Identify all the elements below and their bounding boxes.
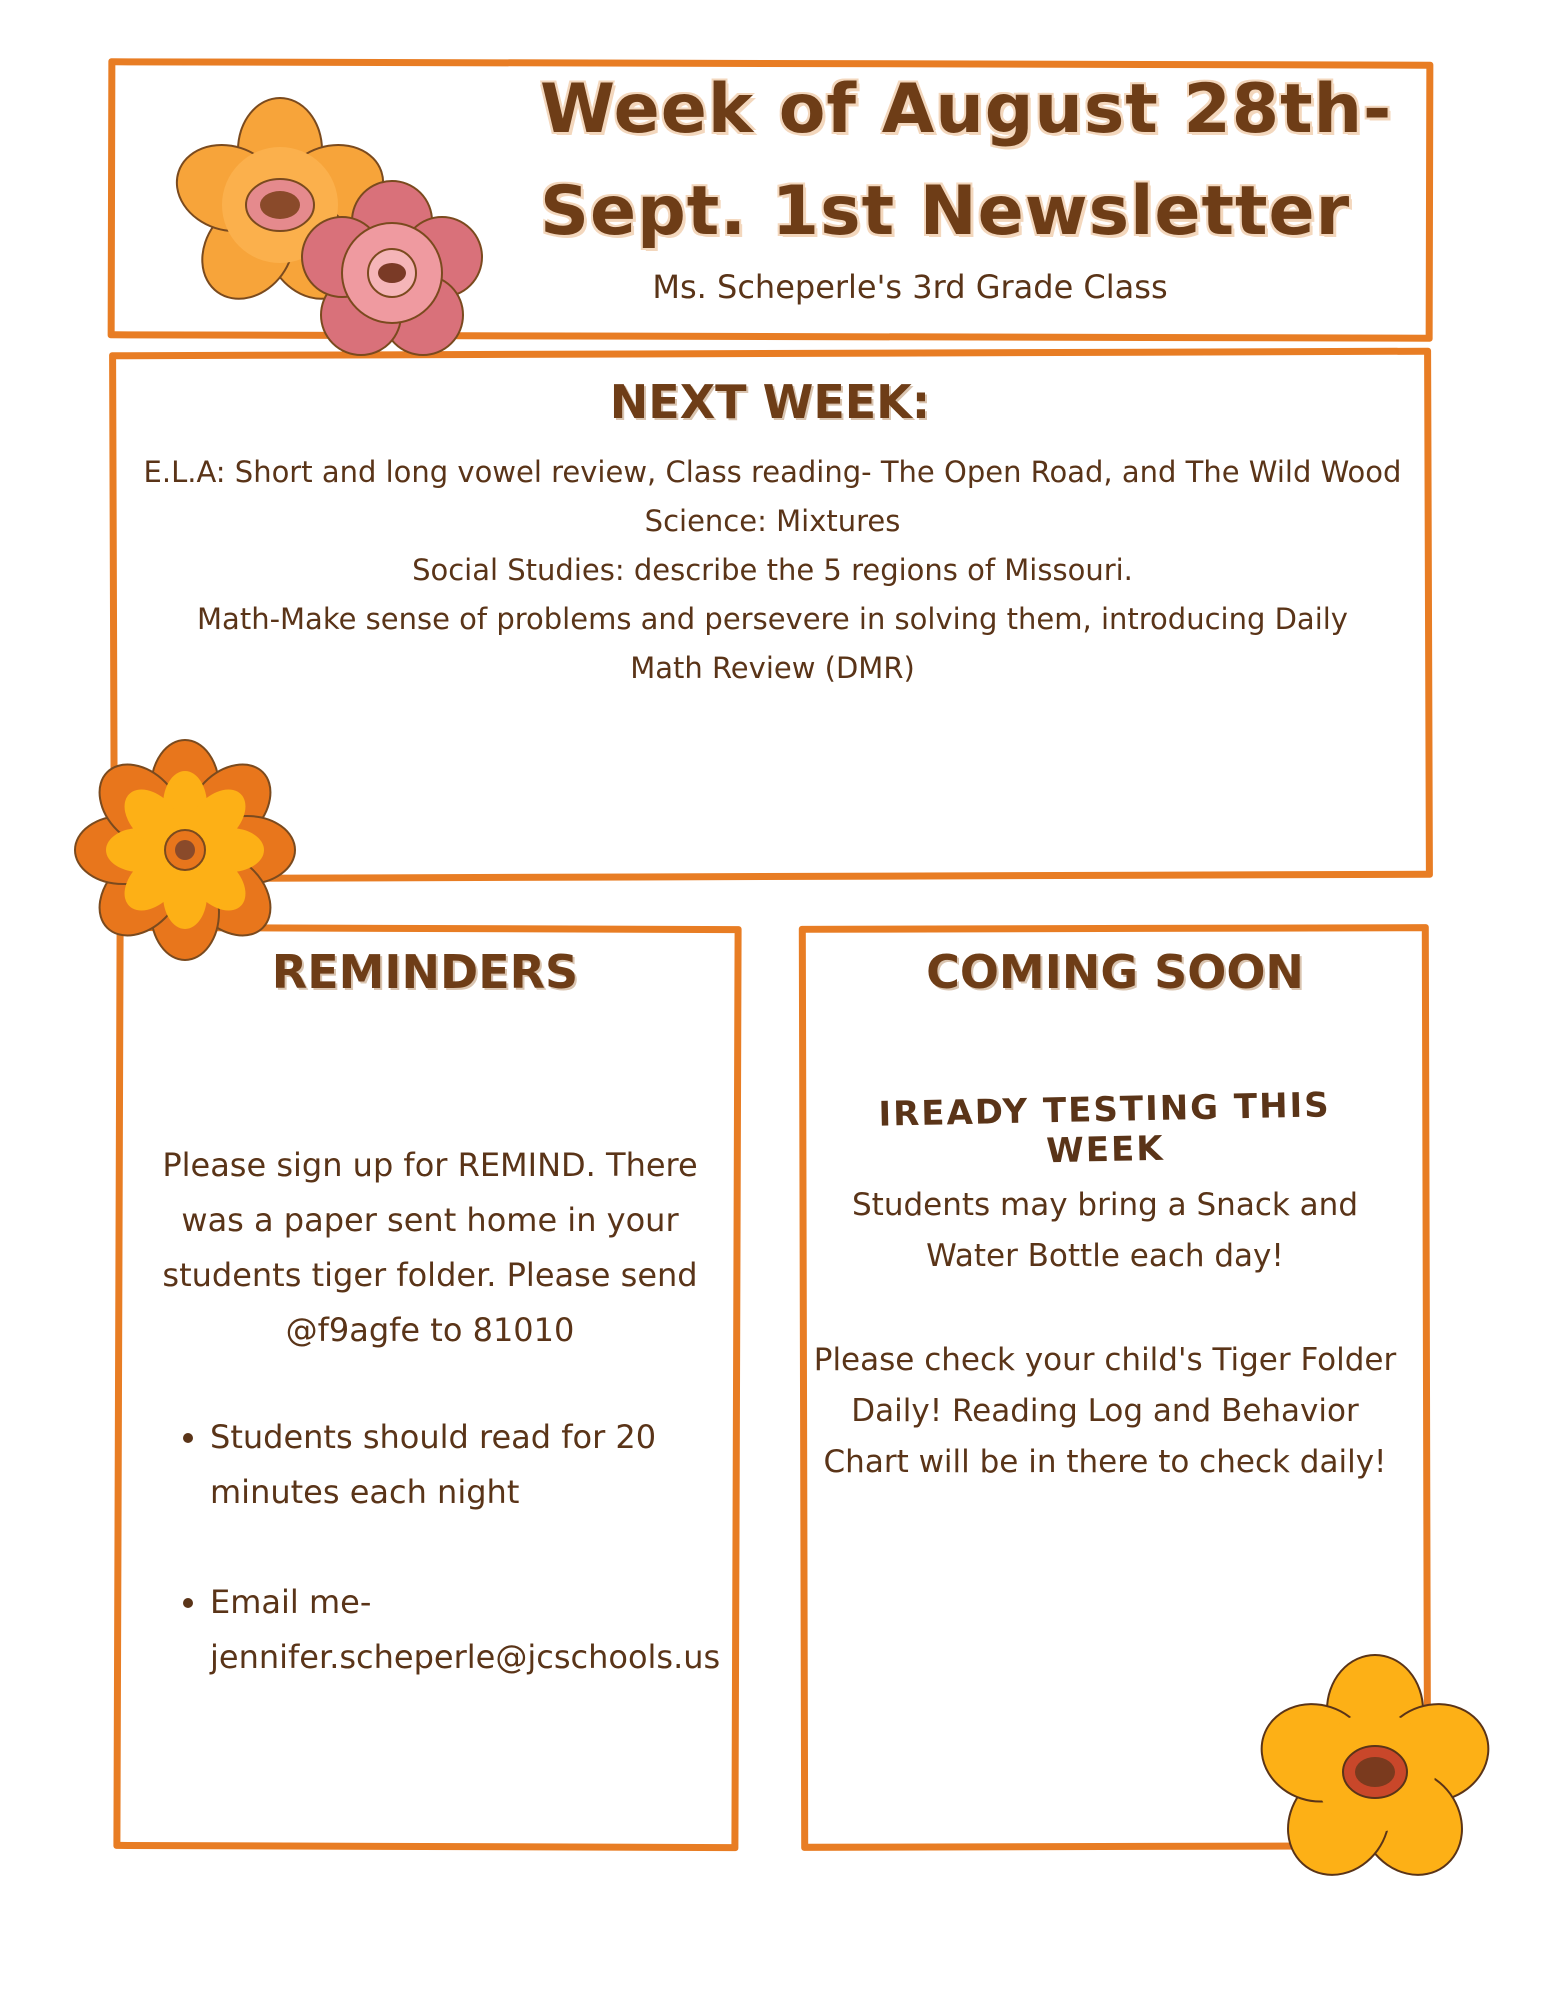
flower-cluster-icon [170,95,500,375]
newsletter-title-line-2: Sept. 1st Newsletter [540,172,1351,251]
yellow-flower-icon [1255,1650,1495,1890]
newsletter-title-line-1: Week of August 28th- [540,70,1393,149]
tiger-folder-paragraph: Please check your child's Tiger Folder Daily! Reading Log and Behavior Chart will be in there to check daily! [813,1342,1397,1480]
next-week-body [140,448,1405,693]
next-week-heading: NEXT WEEK: [609,375,931,429]
ela-line: E.L.A: Short and long vowel review, Class reading- The Open Road, and The Wild Wood [143,455,1402,489]
science-line: Science: Mixtures [644,504,901,538]
list-item: • Students should read for 20 minutes each night [210,1410,760,1520]
marigold-flower-icon [70,735,300,965]
snack-paragraph: Students may bring a Snack and Water Bottle each day! [852,1187,1358,1274]
list-item: • Email me- jennifer.scheperle@jcschools.us [210,1575,760,1685]
reminders-heading: REMINDERS [271,945,579,999]
class-subtitle: Ms. Scheperle's 3rd Grade Class [652,268,1168,306]
reminders-list [170,1410,760,1740]
remind-signup-paragraph: Please sign up for REMIND. There was a paper sent home in your students tiger folder. Please send @f9agfe to 81010 [162,1146,698,1349]
social-studies-line: Social Studies: describe the 5 regions of Missouri. [412,553,1133,587]
coming-soon-heading: COMING SOON [926,945,1304,999]
math-line: Math-Make sense of problems and persevere in solving them, introducing Daily Math Review (DMR) [197,602,1348,685]
iready-subheading: IREADY TESTING THIS WEEK [878,1085,1332,1172]
